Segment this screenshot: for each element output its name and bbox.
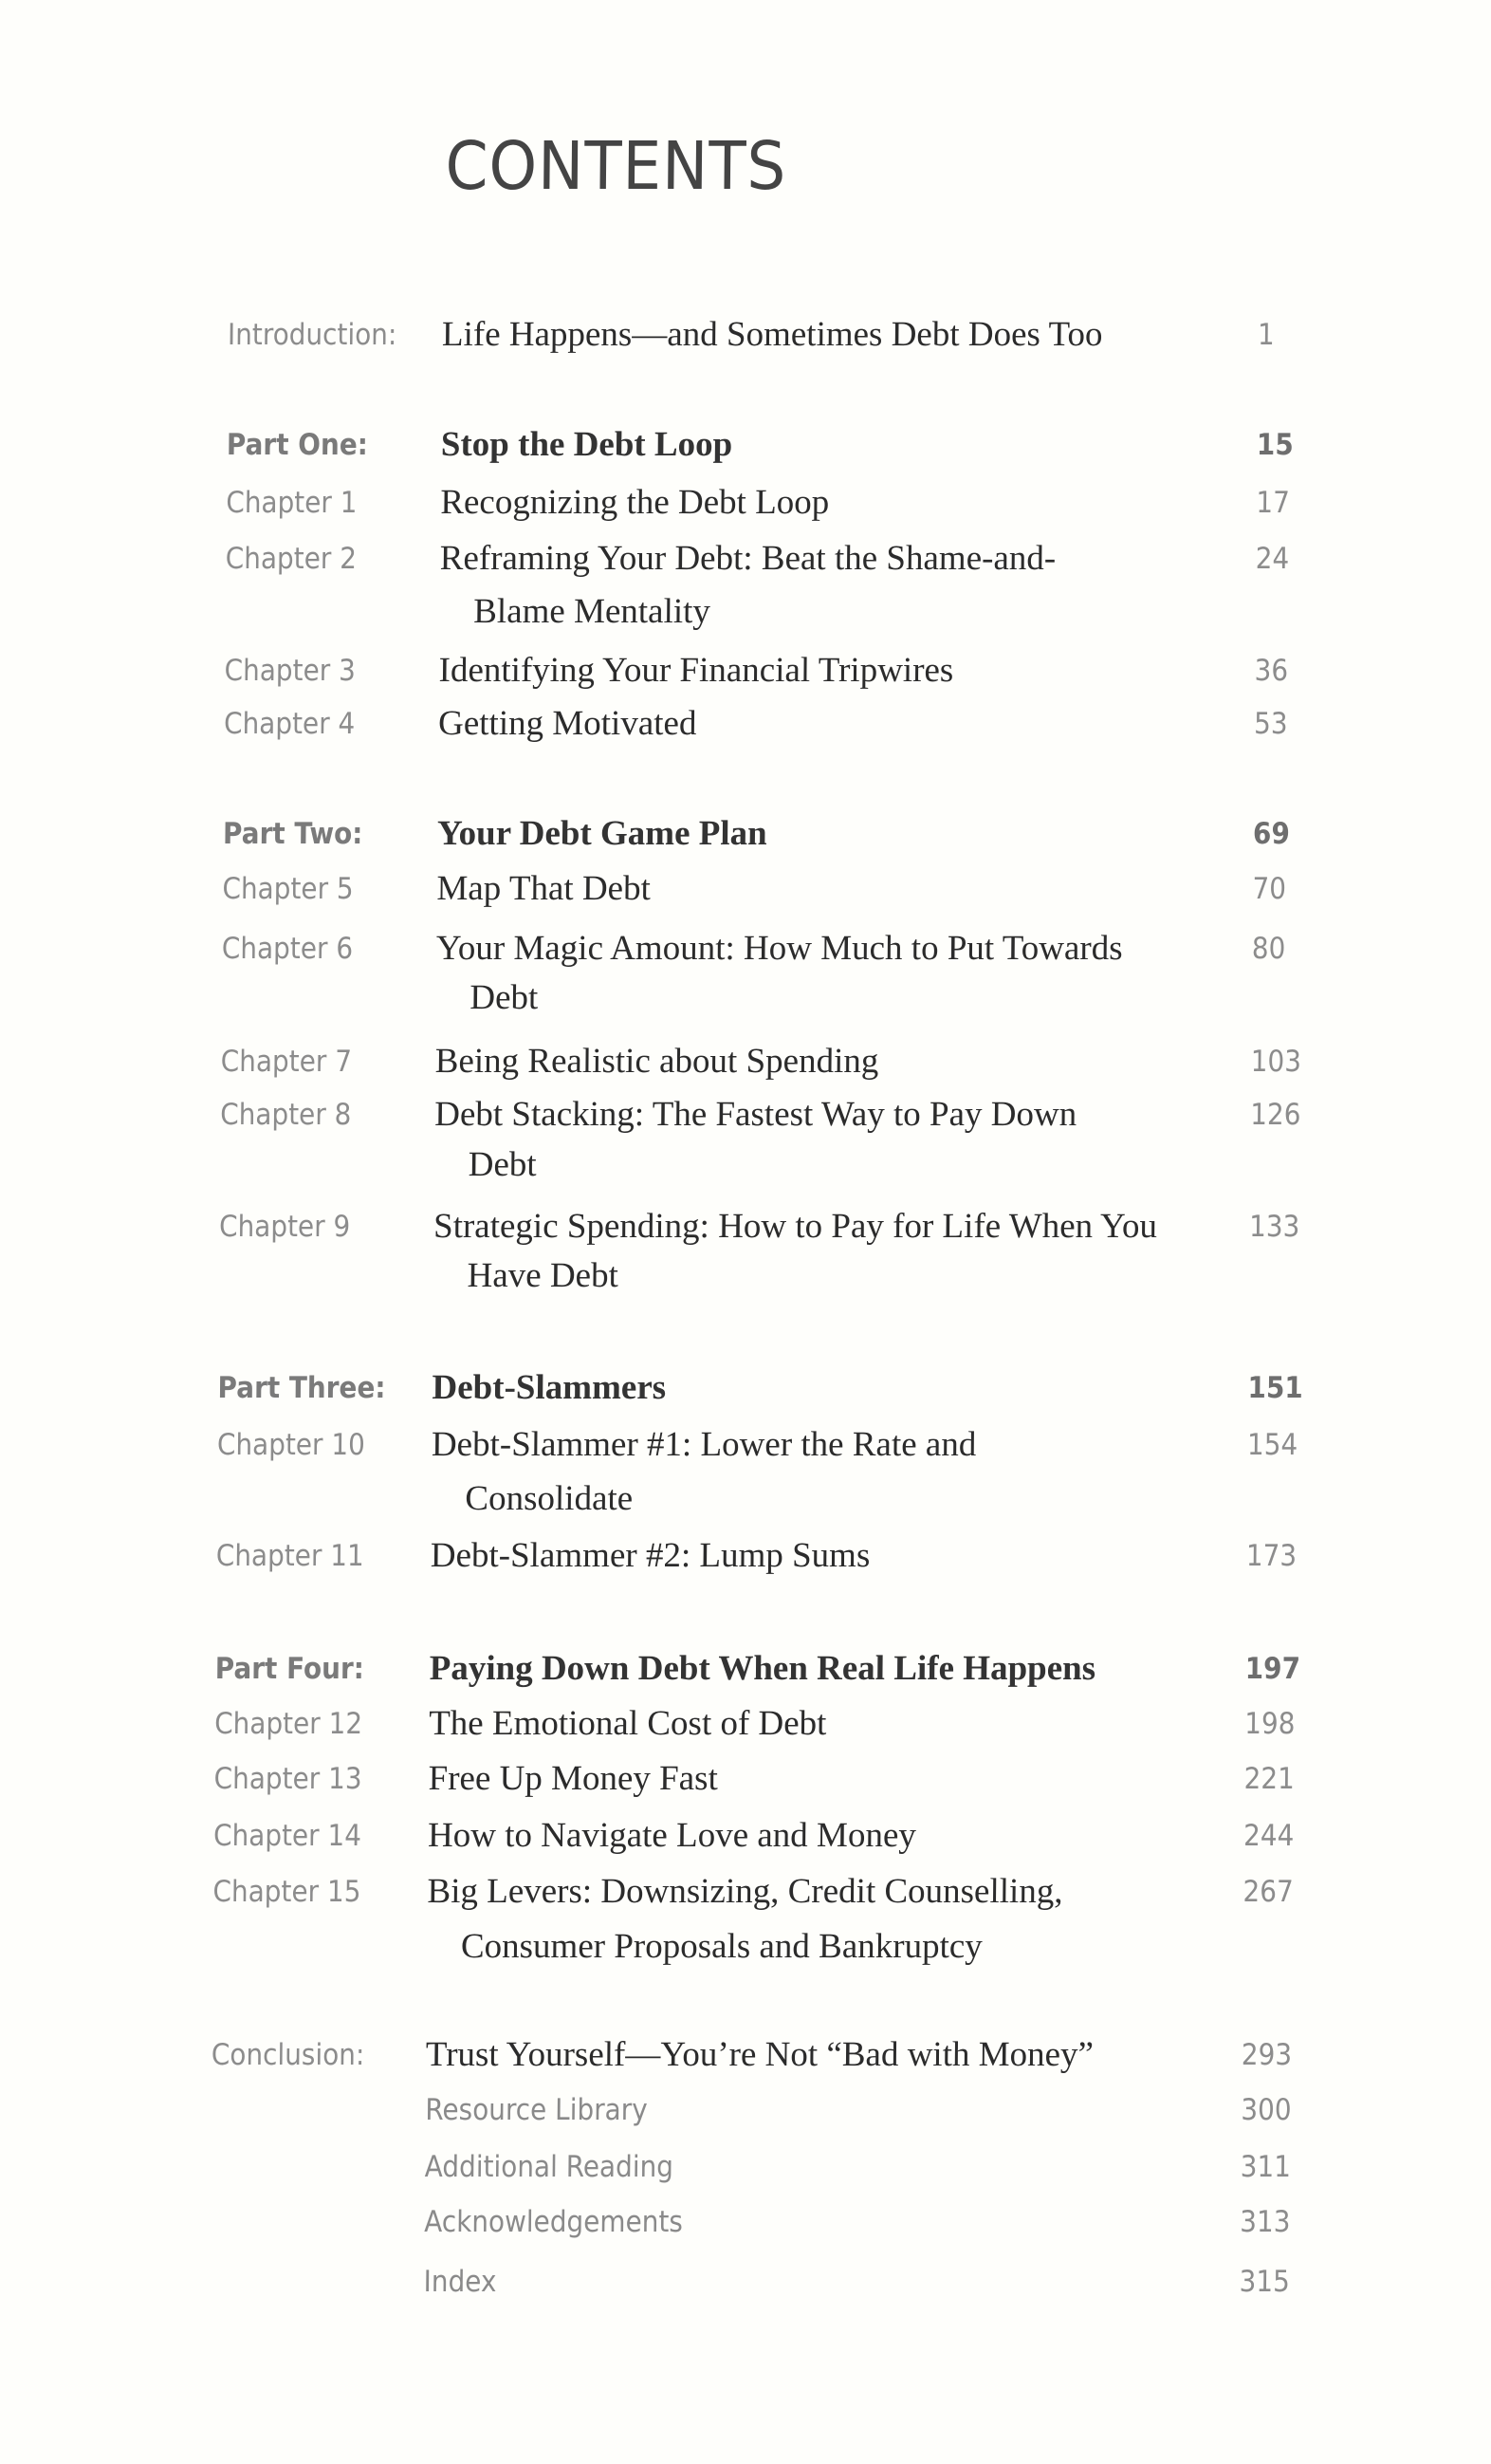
chapter-title-continued[interactable]: Blame Mentality (473, 592, 711, 631)
chapter-label: Chapter 8 (220, 1098, 352, 1132)
page-number: 154 (1246, 1428, 1298, 1462)
page-number: 311 (1240, 2150, 1292, 2184)
chapter-label: Chapter 5 (222, 872, 354, 906)
chapter-title[interactable]: Map That Debt (436, 869, 652, 908)
entry-label: Introduction: (227, 318, 397, 352)
toc-chapter-11[interactable] (0, 1532, 1480, 1580)
chapter-label: Chapter 6 (221, 932, 354, 966)
page-number: 313 (1240, 2205, 1291, 2239)
toc-chapter-1[interactable] (0, 479, 1490, 527)
chapter-title[interactable]: Identifying Your Financial Tripwires (438, 651, 954, 690)
page-number: 267 (1242, 1875, 1294, 1909)
chapter-title-continued[interactable]: Consolidate (465, 1479, 634, 1518)
page-number: 103 (1250, 1045, 1302, 1079)
toc-chapter-14[interactable] (0, 1812, 1477, 1860)
part-label: Part Four: (214, 1652, 365, 1686)
entry-label: Conclusion: (211, 2038, 365, 2072)
toc-chapter-12[interactable] (0, 1700, 1478, 1748)
chapter-label: Chapter 15 (212, 1875, 361, 1909)
chapter-label: Chapter 7 (220, 1045, 353, 1079)
page-number: 151 (1247, 1371, 1303, 1405)
page-number: 69 (1252, 817, 1291, 851)
toc-chapter-5[interactable] (0, 865, 1486, 913)
chapter-title[interactable]: Debt-Slammer #1: Lower the Rate and (431, 1425, 977, 1464)
toc-entry-additional-reading[interactable] (0, 2143, 1474, 2191)
toc-chapter-3[interactable] (0, 647, 1488, 695)
chapter-title-continued[interactable]: Debt (469, 978, 539, 1017)
page-number: 70 (1252, 872, 1287, 906)
toc-entry-introduction[interactable] (0, 311, 1491, 359)
page-number: 1 (1257, 318, 1275, 352)
toc-chapter-4[interactable] (0, 700, 1487, 748)
chapter-label: Chapter 1 (226, 486, 358, 520)
toc-chapter-15[interactable] (0, 1868, 1477, 1916)
toc-chapter-13[interactable] (0, 1755, 1478, 1803)
toc-chapter-6[interactable] (0, 925, 1485, 973)
toc-chapter-9-continued[interactable] (0, 1252, 1482, 1300)
page-number: 173 (1245, 1539, 1298, 1573)
part-title[interactable]: Debt-Slammers (432, 1368, 667, 1407)
page-number: 221 (1243, 1762, 1296, 1796)
chapter-title[interactable]: Being Realistic about Spending (434, 1042, 879, 1081)
chapter-title[interactable]: Strategic Spending: How to Pay for Life When You (433, 1207, 1158, 1246)
page-number: 17 (1256, 486, 1290, 520)
chapter-title[interactable]: How to Navigate Love and Money (427, 1816, 917, 1855)
chapter-label: Chapter 4 (223, 707, 356, 741)
part-label: Part Three: (217, 1371, 386, 1405)
chapter-label: Chapter 11 (215, 1539, 364, 1573)
page-number: 315 (1239, 2265, 1291, 2299)
toc-chapter-8-continued[interactable] (0, 1141, 1483, 1189)
part-title[interactable]: Your Debt Game Plan (436, 814, 767, 853)
chapter-title[interactable]: Recognizing the Debt Loop (440, 483, 830, 522)
toc-chapter-9[interactable] (0, 1203, 1482, 1251)
entry-title[interactable]: Life Happens—and Sometimes Debt Does Too (441, 315, 1103, 354)
page-title: CONTENTS (445, 127, 787, 205)
toc-chapter-10-continued[interactable] (0, 1475, 1481, 1523)
page-number: 24 (1255, 542, 1290, 576)
toc-entry-index[interactable] (0, 2258, 1473, 2306)
toc-entry-acknowledgements[interactable] (0, 2198, 1473, 2246)
chapter-label: Chapter 2 (225, 542, 358, 576)
page-number: 15 (1256, 428, 1294, 462)
chapter-title[interactable]: Debt-Slammer #2: Lump Sums (430, 1536, 871, 1575)
chapter-title[interactable]: Big Levers: Downsizing, Credit Counselling, (427, 1872, 1063, 1911)
page-number: 198 (1244, 1707, 1296, 1741)
toc-chapter-7[interactable] (0, 1038, 1484, 1085)
chapter-label: Chapter 9 (218, 1210, 351, 1244)
page-number: 126 (1250, 1098, 1301, 1132)
page-number: 197 (1244, 1652, 1301, 1686)
toc-part-four[interactable] (0, 1645, 1479, 1693)
chapter-label: Chapter 14 (212, 1819, 362, 1853)
toc-part-three[interactable] (0, 1364, 1482, 1412)
chapter-label: Chapter 12 (214, 1707, 363, 1741)
chapter-title-continued[interactable]: Have Debt (467, 1256, 619, 1295)
toc-part-one[interactable] (0, 421, 1490, 469)
toc-part-two[interactable] (0, 810, 1486, 858)
toc-chapter-10[interactable] (0, 1421, 1481, 1469)
chapter-title-continued[interactable]: Debt (468, 1145, 537, 1184)
page-number: 80 (1251, 932, 1286, 966)
chapter-title-continued[interactable]: Consumer Proposals and Bankruptcy (460, 1927, 983, 1966)
chapter-label: Chapter 3 (224, 654, 356, 688)
page-number: 133 (1248, 1210, 1300, 1244)
toc-chapter-8[interactable] (0, 1091, 1483, 1139)
entry-title[interactable]: Trust Yourself—You’re Not “Bad with Money” (425, 2035, 1095, 2074)
toc-entry-conclusion[interactable] (0, 2031, 1475, 2079)
page-number: 36 (1254, 654, 1289, 688)
part-label: Part One: (226, 428, 369, 462)
page-number: 244 (1242, 1819, 1295, 1853)
entry-title[interactable]: Index (423, 2265, 497, 2299)
page-number: 300 (1241, 2093, 1292, 2127)
chapter-title[interactable]: Getting Motivated (437, 704, 697, 743)
toc-chapter-15-continued[interactable] (0, 1923, 1476, 1971)
toc-chapter-6-continued[interactable] (0, 974, 1485, 1022)
chapter-title[interactable]: Your Magic Amount: How Much to Put Towards (435, 929, 1123, 968)
chapter-title[interactable]: Free Up Money Fast (428, 1759, 719, 1798)
chapter-title[interactable]: The Emotional Cost of Debt (428, 1704, 827, 1743)
chapter-title[interactable]: Debt Stacking: The Fastest Way to Pay Down (434, 1095, 1077, 1134)
chapter-label: Chapter 10 (216, 1428, 366, 1462)
entry-title[interactable]: Resource Library (425, 2093, 648, 2127)
entry-title[interactable]: Acknowledgements (424, 2205, 684, 2239)
toc-chapter-2-continued[interactable] (0, 588, 1488, 636)
page-number: 293 (1241, 2038, 1293, 2072)
part-title[interactable]: Paying Down Debt When Real Life Happens (429, 1649, 1096, 1688)
chapter-label: Chapter 13 (213, 1762, 362, 1796)
toc-chapter-2[interactable] (0, 535, 1489, 583)
toc-entry-resource-library[interactable] (0, 2086, 1475, 2134)
entry-title[interactable]: Additional Reading (424, 2150, 674, 2184)
page-number: 53 (1253, 707, 1288, 741)
chapter-title[interactable]: Reframing Your Debt: Beat the Shame-and- (439, 539, 1057, 578)
part-label: Part Two: (222, 817, 363, 851)
part-title[interactable]: Stop the Debt Loop (440, 425, 733, 464)
